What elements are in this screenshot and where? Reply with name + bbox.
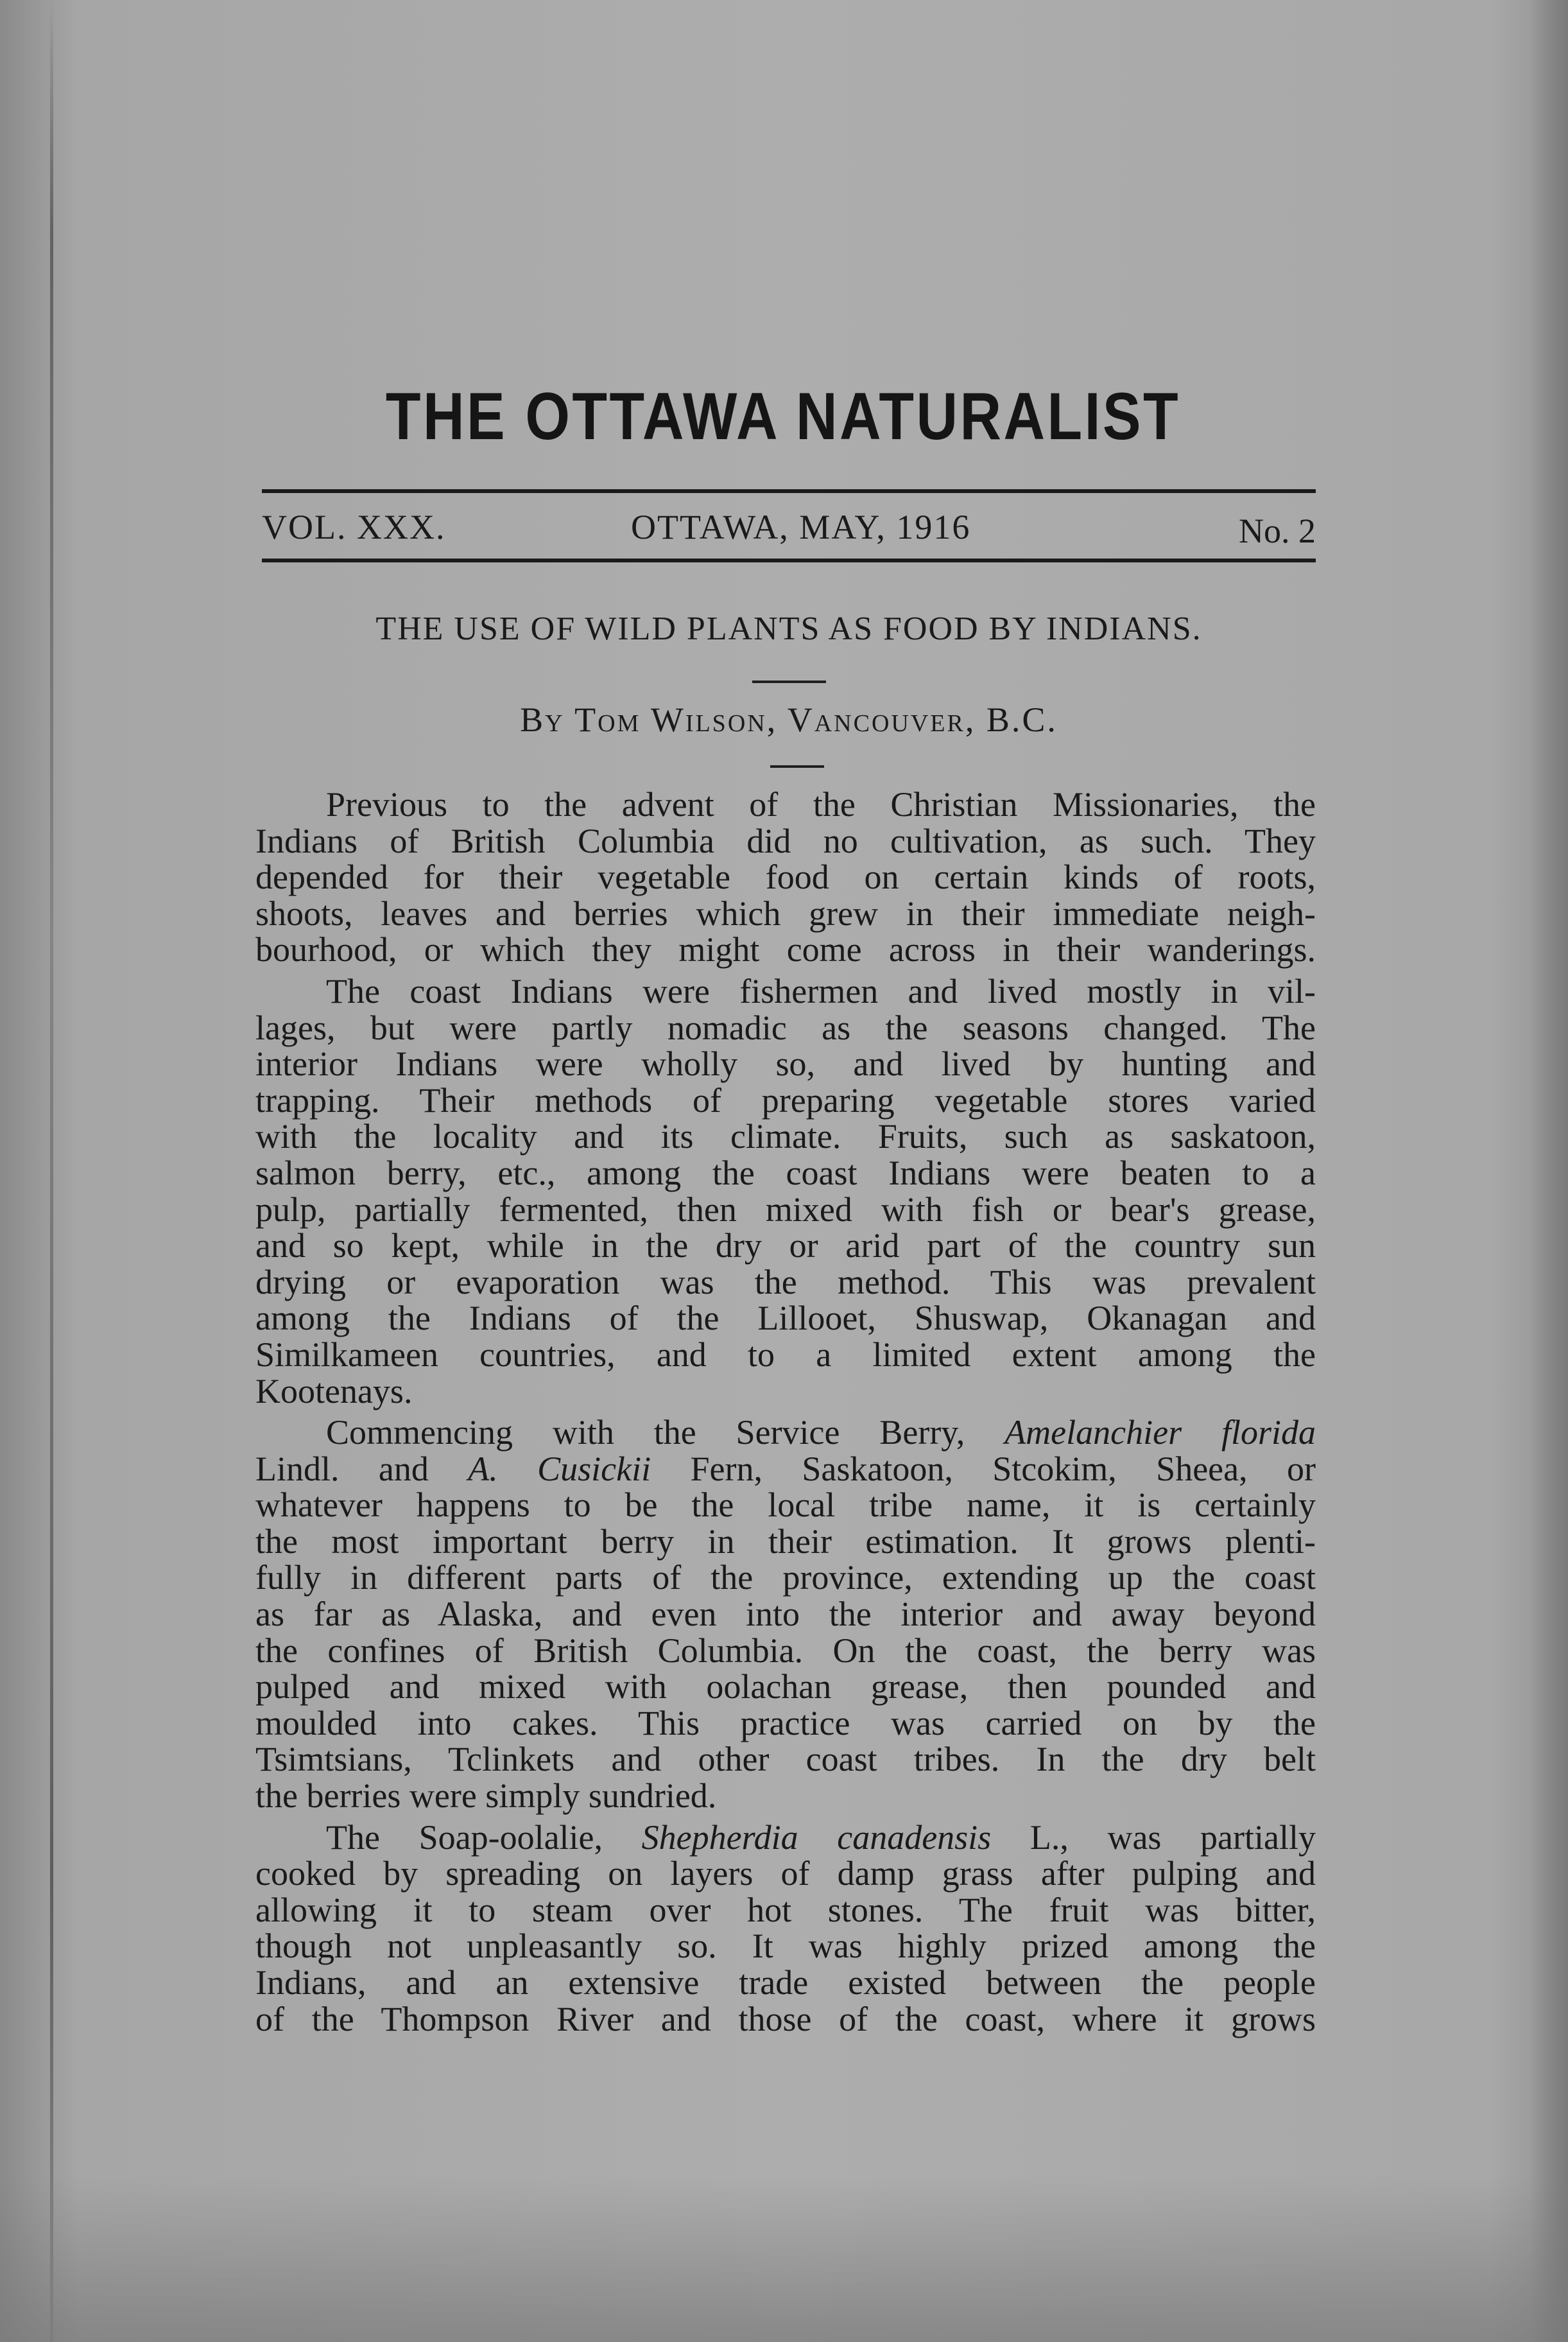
text-line: interior Indians were wholly so, and lived by hunting and [255, 1045, 1316, 1084]
text-line: the berries were simply sundried. [255, 1776, 717, 1816]
text-line: Kootenays. [255, 1371, 413, 1410]
journal-title: THE OTTAWA NATURALIST [385, 379, 1181, 454]
text-line: with the locality and its climate. Fruits, such as saskatoon, [255, 1117, 1316, 1156]
text-line: as far as Alaska, and even into the interior and away beyond [255, 1595, 1316, 1634]
text-line: lages, but were partly nomadic as the seasons changed. The [255, 1008, 1316, 1047]
masthead-rule-bottom [262, 559, 1316, 562]
title-divider [752, 681, 826, 683]
text-line: trapping. Their methods of preparing vegetable stores varied [255, 1080, 1316, 1120]
paragraph [255, 973, 1316, 1409]
text-line: shoots, leaves and berries which grew in their immediate neigh- [255, 894, 1316, 933]
text-line: salmon berry, etc., among the coast Indians were beaten to a [255, 1153, 1316, 1192]
text-line: the confines of British Columbia. On the coast, the berry was [255, 1631, 1316, 1670]
page-binding-edge [50, 0, 53, 2342]
article-byline: By Tom Wilson, Vancouver, B.C. [520, 700, 1058, 739]
text-line: whatever happens to be the local tribe name, it is certainly [255, 1486, 1316, 1525]
masthead [262, 507, 1316, 552]
text-line: cooked by spreading on layers of damp grass after pulping and [255, 1854, 1316, 1893]
text-line: Similkameen countries, and to a limited extent among the [255, 1335, 1316, 1374]
text-line: Indians, and an extensive trade existed between the people [255, 1963, 1316, 2002]
text-line: moulded into cakes. This practice was carried on by the [255, 1703, 1316, 1742]
paragraph [255, 1819, 1316, 2038]
text-line: fully in different parts of the province, extending up the coast [255, 1558, 1316, 1597]
botanical-name: Shepherdia canadensis [641, 1817, 992, 1857]
paragraph [255, 786, 1316, 968]
masthead-rule-top [262, 489, 1316, 493]
text-line: The Soap-oolalie, Shepherdia canadensis L., was partially [326, 1817, 1316, 1857]
byline-divider [770, 765, 824, 768]
text-line: the most important berry in their estimation. It grows plenti- [255, 1522, 1316, 1561]
article-body [255, 786, 1316, 2042]
text-line: drying or evaporation was the method. This was prevalent [255, 1262, 1316, 1301]
text-line: bourhood, or which they might come across in their wanderings. [255, 930, 1316, 969]
page-right-shadow [1529, 0, 1568, 2342]
text-line: Tsimtsians, Tclinkets and other coast tribes. In the dry belt [255, 1740, 1316, 1779]
text-line: Commencing with the Service Berry, Amelanchier florida [326, 1413, 1316, 1452]
issue-date: OTTAWA, MAY, 1916 [631, 508, 971, 546]
issue-number: No. 2 [1239, 512, 1316, 550]
text-line: though not unpleasantly so. It was highly prized among the [255, 1927, 1316, 1966]
text-line: of the Thompson River and those of the coast, where it grows [255, 1999, 1316, 2038]
botanical-name: A. Cusickii [468, 1449, 651, 1488]
text-line: Previous to the advent of the Christian Missionaries, the [326, 785, 1316, 824]
text-line: depended for their vegetable food on certain kinds of roots, [255, 858, 1316, 897]
paragraph [255, 1414, 1316, 1814]
text-line: among the Indians of the Lillooet, Shuswap, Okanagan and [255, 1299, 1316, 1338]
text-line: pulped and mixed with oolachan grease, then pounded and [255, 1667, 1316, 1706]
page-binding-shadow [0, 0, 77, 2342]
volume-label: VOL. XXX. [262, 508, 446, 546]
text-line: and so kept, while in the dry or arid part of the country sun [255, 1226, 1316, 1265]
text-line: allowing it to steam over hot stones. The fruit was bitter, [255, 1890, 1316, 1929]
botanical-name: Amelanchier florida [1004, 1413, 1316, 1452]
text-line: Lindl. and A. Cusickii Fern, Saskatoon, Stcokim, Sheea, or [255, 1449, 1316, 1488]
page-bottom-shadow [0, 2175, 1568, 2342]
text-line: The coast Indians were fishermen and lived mostly in vil- [326, 971, 1316, 1011]
text-line: Indians of British Columbia did no cultivation, as such. They [255, 821, 1316, 860]
text-line: pulp, partially fermented, then mixed with fish or bear's grease, [255, 1190, 1316, 1229]
article-title: THE USE OF WILD PLANTS AS FOOD BY INDIANS. [375, 611, 1202, 647]
